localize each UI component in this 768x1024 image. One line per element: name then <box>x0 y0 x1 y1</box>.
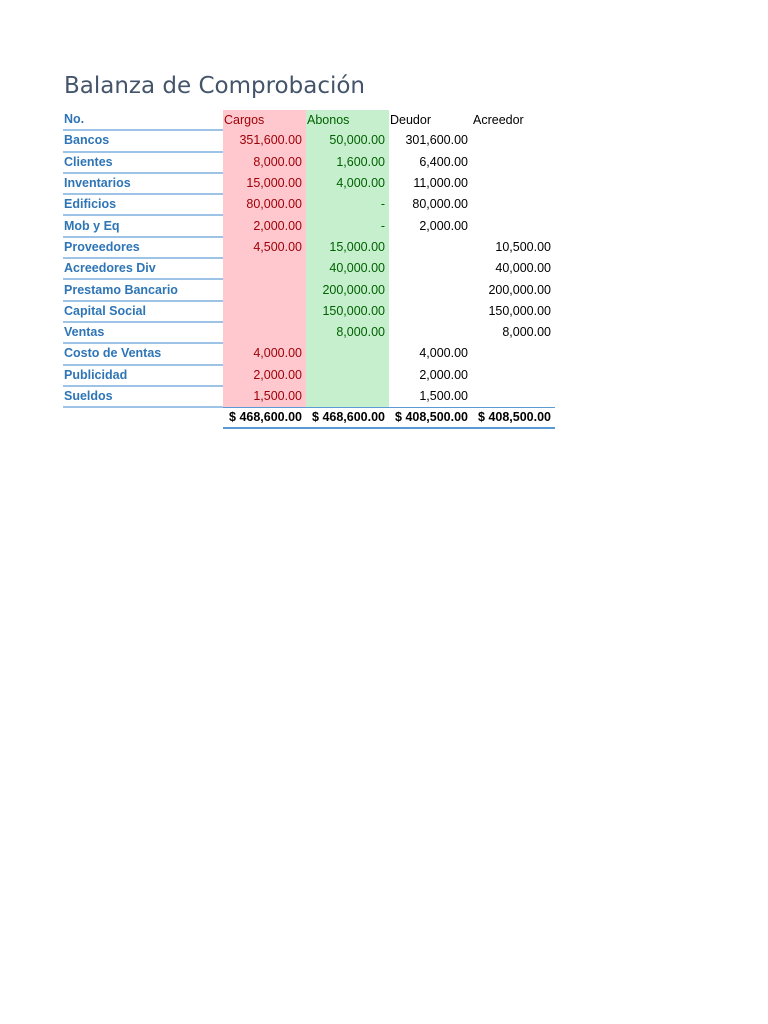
deudor-cell[interactable] <box>389 237 472 258</box>
deudor-cell[interactable] <box>389 322 472 343</box>
account-name-cell[interactable]: Proveedores <box>63 237 223 258</box>
abonos-cell[interactable]: 50,000.00 <box>306 130 389 151</box>
cargos-cell[interactable]: 2,000.00 <box>223 365 306 386</box>
account-name-cell[interactable]: Bancos <box>63 130 223 151</box>
total-acreedor-cell[interactable] <box>472 407 555 428</box>
table-row <box>63 343 555 364</box>
acreedor-cell[interactable] <box>472 130 555 151</box>
totals-blank-cell[interactable] <box>63 407 223 428</box>
table-row <box>63 386 555 407</box>
table-row <box>63 279 555 300</box>
account-name-cell[interactable]: Acreedores Div <box>63 258 223 279</box>
acreedor-cell[interactable]: 200,000.00 <box>488 282 551 297</box>
account-name-cell[interactable]: Costo de Ventas <box>63 343 223 364</box>
total-deudor-cell[interactable] <box>389 407 472 428</box>
acreedor-cell[interactable]: 40,000.00 <box>495 261 551 276</box>
cargos-cell[interactable]: 1,500.00 <box>223 386 306 407</box>
currency-symbol: $ <box>395 409 402 424</box>
cargos-cell[interactable]: 4,000.00 <box>223 343 306 364</box>
total-cargos-value: 468,600.00 <box>239 409 302 424</box>
acreedor-cell[interactable]: 150,000.00 <box>488 303 551 318</box>
cargos-cell[interactable]: 8,000.00 <box>223 152 306 173</box>
account-name-cell[interactable]: Sueldos <box>63 386 223 407</box>
abonos-cell[interactable]: 15,000.00 <box>306 237 389 258</box>
account-name-cell[interactable]: Edificios <box>63 194 223 215</box>
acreedor-cell[interactable]: 8,000.00 <box>502 325 551 340</box>
abonos-cell[interactable]: 8,000.00 <box>306 322 389 343</box>
account-name-cell[interactable]: Mob y Eq <box>63 215 223 236</box>
cargos-cell[interactable] <box>223 279 306 300</box>
table-row <box>63 365 555 386</box>
acreedor-cell[interactable] <box>472 215 555 236</box>
abonos-cell[interactable]: - <box>306 215 389 236</box>
header-deudor[interactable]: Deudor <box>390 112 431 127</box>
abonos-cell[interactable]: - <box>306 194 389 215</box>
abonos-cell[interactable] <box>306 343 389 364</box>
account-name-cell[interactable]: Ventas <box>63 322 223 343</box>
abonos-cell[interactable]: 4,000.00 <box>306 173 389 194</box>
acreedor-cell[interactable] <box>472 173 555 194</box>
account-name-cell[interactable]: Clientes <box>63 152 223 173</box>
total-deudor-value: 408,500.00 <box>405 409 468 424</box>
account-name-cell[interactable]: Inventarios <box>63 173 223 194</box>
abonos-cell[interactable]: 1,600.00 <box>306 152 389 173</box>
table-row <box>63 215 555 236</box>
currency-symbol: $ <box>478 409 485 424</box>
abonos-cell[interactable]: 200,000.00 <box>306 279 389 300</box>
abonos-cell[interactable] <box>306 386 389 407</box>
table-row <box>63 237 555 258</box>
header-row <box>63 110 555 130</box>
acreedor-cell[interactable] <box>472 343 555 364</box>
total-cargos-cell[interactable] <box>223 407 306 428</box>
deudor-cell[interactable]: 4,000.00 <box>419 346 468 361</box>
header-no[interactable]: No. <box>63 110 223 130</box>
cargos-cell[interactable] <box>223 301 306 322</box>
header-cargos[interactable]: Cargos <box>223 110 306 130</box>
acreedor-cell[interactable]: 10,500.00 <box>495 239 551 254</box>
deudor-cell[interactable] <box>389 258 472 279</box>
cargos-cell[interactable]: 15,000.00 <box>223 173 306 194</box>
acreedor-cell[interactable] <box>472 365 555 386</box>
total-abonos-cell[interactable] <box>306 407 389 428</box>
deudor-cell[interactable]: 80,000.00 <box>412 197 468 212</box>
deudor-cell[interactable]: 2,000.00 <box>419 218 468 233</box>
sheet-title: Balanza de Comprobación <box>64 73 366 99</box>
table-row <box>63 258 555 279</box>
acreedor-cell[interactable] <box>472 194 555 215</box>
header-acreedor[interactable]: Acreedor <box>473 112 524 127</box>
deudor-cell[interactable] <box>389 279 472 300</box>
account-name-cell[interactable]: Prestamo Bancario <box>63 279 223 300</box>
table-row <box>63 130 555 151</box>
currency-symbol: $ <box>229 409 236 424</box>
account-name-cell[interactable]: Publicidad <box>63 365 223 386</box>
cargos-cell[interactable]: 2,000.00 <box>223 215 306 236</box>
cargos-cell[interactable] <box>223 258 306 279</box>
table-row <box>63 301 555 322</box>
totals-row <box>63 407 555 428</box>
deudor-cell[interactable]: 301,600.00 <box>405 133 468 148</box>
abonos-cell[interactable] <box>306 365 389 386</box>
acreedor-cell[interactable] <box>472 386 555 407</box>
abonos-cell[interactable]: 40,000.00 <box>306 258 389 279</box>
cargos-cell[interactable] <box>223 322 306 343</box>
trial-balance-table <box>63 110 555 429</box>
deudor-cell[interactable]: 1,500.00 <box>419 388 468 403</box>
abonos-cell[interactable]: 150,000.00 <box>306 301 389 322</box>
table-row <box>63 173 555 194</box>
deudor-cell[interactable]: 2,000.00 <box>419 367 468 382</box>
deudor-cell[interactable] <box>389 301 472 322</box>
account-name-cell[interactable]: Capital Social <box>63 301 223 322</box>
table-row <box>63 152 555 173</box>
deudor-cell[interactable]: 11,000.00 <box>413 176 468 191</box>
table-row <box>63 322 555 343</box>
table-row <box>63 194 555 215</box>
cargos-cell[interactable]: 4,500.00 <box>223 237 306 258</box>
header-abonos[interactable]: Abonos <box>306 110 389 130</box>
cargos-cell[interactable]: 80,000.00 <box>223 194 306 215</box>
total-abonos-value: 468,600.00 <box>322 409 385 424</box>
acreedor-cell[interactable] <box>472 152 555 173</box>
deudor-cell[interactable]: 6,400.00 <box>419 154 468 169</box>
total-acreedor-value: 408,500.00 <box>488 409 551 424</box>
cargos-cell[interactable]: 351,600.00 <box>223 130 306 151</box>
currency-symbol: $ <box>312 409 319 424</box>
